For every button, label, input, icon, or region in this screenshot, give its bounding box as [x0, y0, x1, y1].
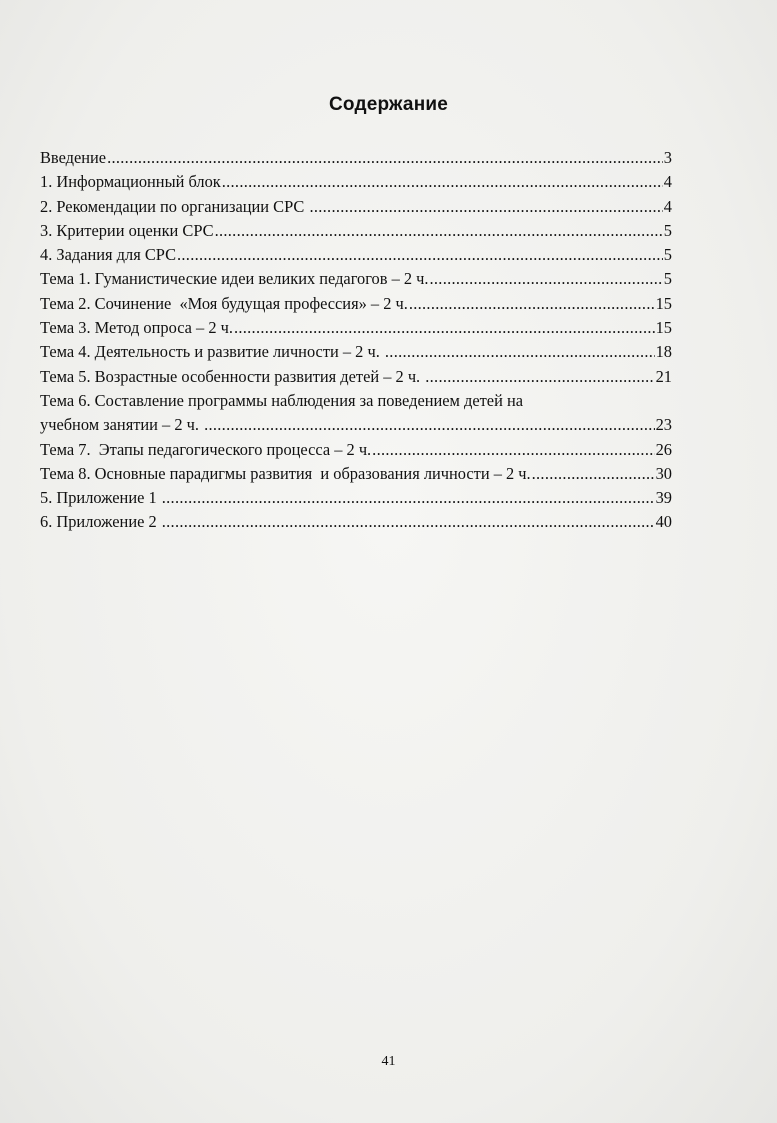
toc-entry-label: 5. Приложение 1 — [40, 488, 161, 508]
dot-leader — [234, 316, 655, 340]
dot-leader — [204, 413, 655, 437]
toc-title: Содержание — [328, 94, 449, 115]
dot-leader — [162, 486, 655, 510]
dot-leader — [107, 146, 663, 170]
toc-entry-label: Тема 8. Основные парадигмы развития и образования личности – 2 ч. — [40, 463, 531, 483]
toc-entry-label: Тема 5. Возрастные особенности развития детей – 2 ч. — [40, 366, 425, 386]
toc-entry-label: Тема 1. Гуманистические идеи великих педагогов – 2 ч. — [40, 269, 429, 289]
toc-entry[interactable] — [40, 292, 672, 316]
toc-entry-page: 4 — [663, 196, 672, 216]
toc-entry-page: 15 — [655, 318, 672, 338]
toc-entry-page: 5 — [663, 220, 672, 240]
toc-entry-label-line-1: Тема 6. Составление программы наблюдения за поведением детей на — [40, 390, 523, 410]
toc-entry-page: 39 — [655, 488, 672, 508]
dot-leader — [215, 219, 663, 243]
toc-entry-page: 15 — [655, 293, 672, 313]
toc-entry-page: 5 — [663, 269, 672, 289]
table-of-contents — [40, 146, 672, 535]
toc-entry[interactable] — [40, 170, 672, 194]
toc-entry[interactable] — [40, 365, 672, 389]
dot-leader — [162, 510, 655, 534]
toc-entry-page: 4 — [663, 172, 672, 192]
toc-entry-label: 6. Приложение 2 — [40, 512, 161, 532]
dot-leader — [425, 365, 654, 389]
toc-entry[interactable] — [40, 462, 672, 486]
dot-leader — [385, 340, 655, 364]
dot-leader — [372, 438, 654, 462]
dot-leader — [409, 292, 655, 316]
toc-entry[interactable] — [40, 195, 672, 219]
toc-entry-label: 3. Критерии оценки СРС — [40, 220, 214, 240]
toc-entry-label: Тема 3. Метод опроса – 2 ч. — [40, 318, 233, 338]
toc-entry[interactable] — [40, 340, 672, 364]
toc-entry[interactable] — [40, 243, 672, 267]
dot-leader — [309, 195, 662, 219]
toc-entry-label: учебном занятии – 2 ч. — [40, 415, 204, 435]
toc-entry-page: 21 — [655, 366, 672, 386]
toc-entry-page: 18 — [655, 342, 672, 362]
toc-entry[interactable] — [40, 316, 672, 340]
toc-entry-page: 30 — [655, 463, 672, 483]
toc-entry-label: Введение — [40, 148, 107, 167]
dot-leader — [532, 462, 655, 486]
toc-entry-page: 40 — [655, 512, 672, 532]
toc-entry-label: Тема 4. Деятельность и развитие личности – 2 ч. — [40, 342, 384, 362]
toc-entry[interactable] — [40, 267, 672, 291]
toc-entry[interactable] — [40, 146, 672, 170]
toc-entry-label: 1. Информационный блок — [40, 172, 221, 192]
toc-entry-page: 23 — [655, 415, 672, 435]
dot-leader — [222, 170, 663, 194]
toc-entry-page: 26 — [655, 439, 672, 459]
page-number: 41 — [381, 1054, 396, 1069]
toc-entry[interactable] — [40, 389, 672, 438]
toc-entry[interactable] — [40, 438, 672, 462]
toc-entry[interactable] — [40, 486, 672, 510]
toc-entry[interactable] — [40, 510, 672, 534]
toc-entry-page: 5 — [663, 245, 672, 265]
toc-entry[interactable] — [40, 219, 672, 243]
dot-leader — [430, 267, 663, 291]
toc-entry-label: 2. Рекомендации по организации СРС — [40, 196, 309, 216]
toc-entry-label: Тема 7. Этапы педагогического процесса – 2 ч. — [40, 439, 372, 459]
toc-entry-label: 4. Задания для СРС — [40, 245, 177, 265]
toc-entry-label: Тема 2. Сочинение «Моя будущая профессия» – 2 ч. — [40, 293, 408, 313]
dot-leader — [177, 243, 663, 267]
toc-entry-page: 3 — [663, 148, 672, 167]
